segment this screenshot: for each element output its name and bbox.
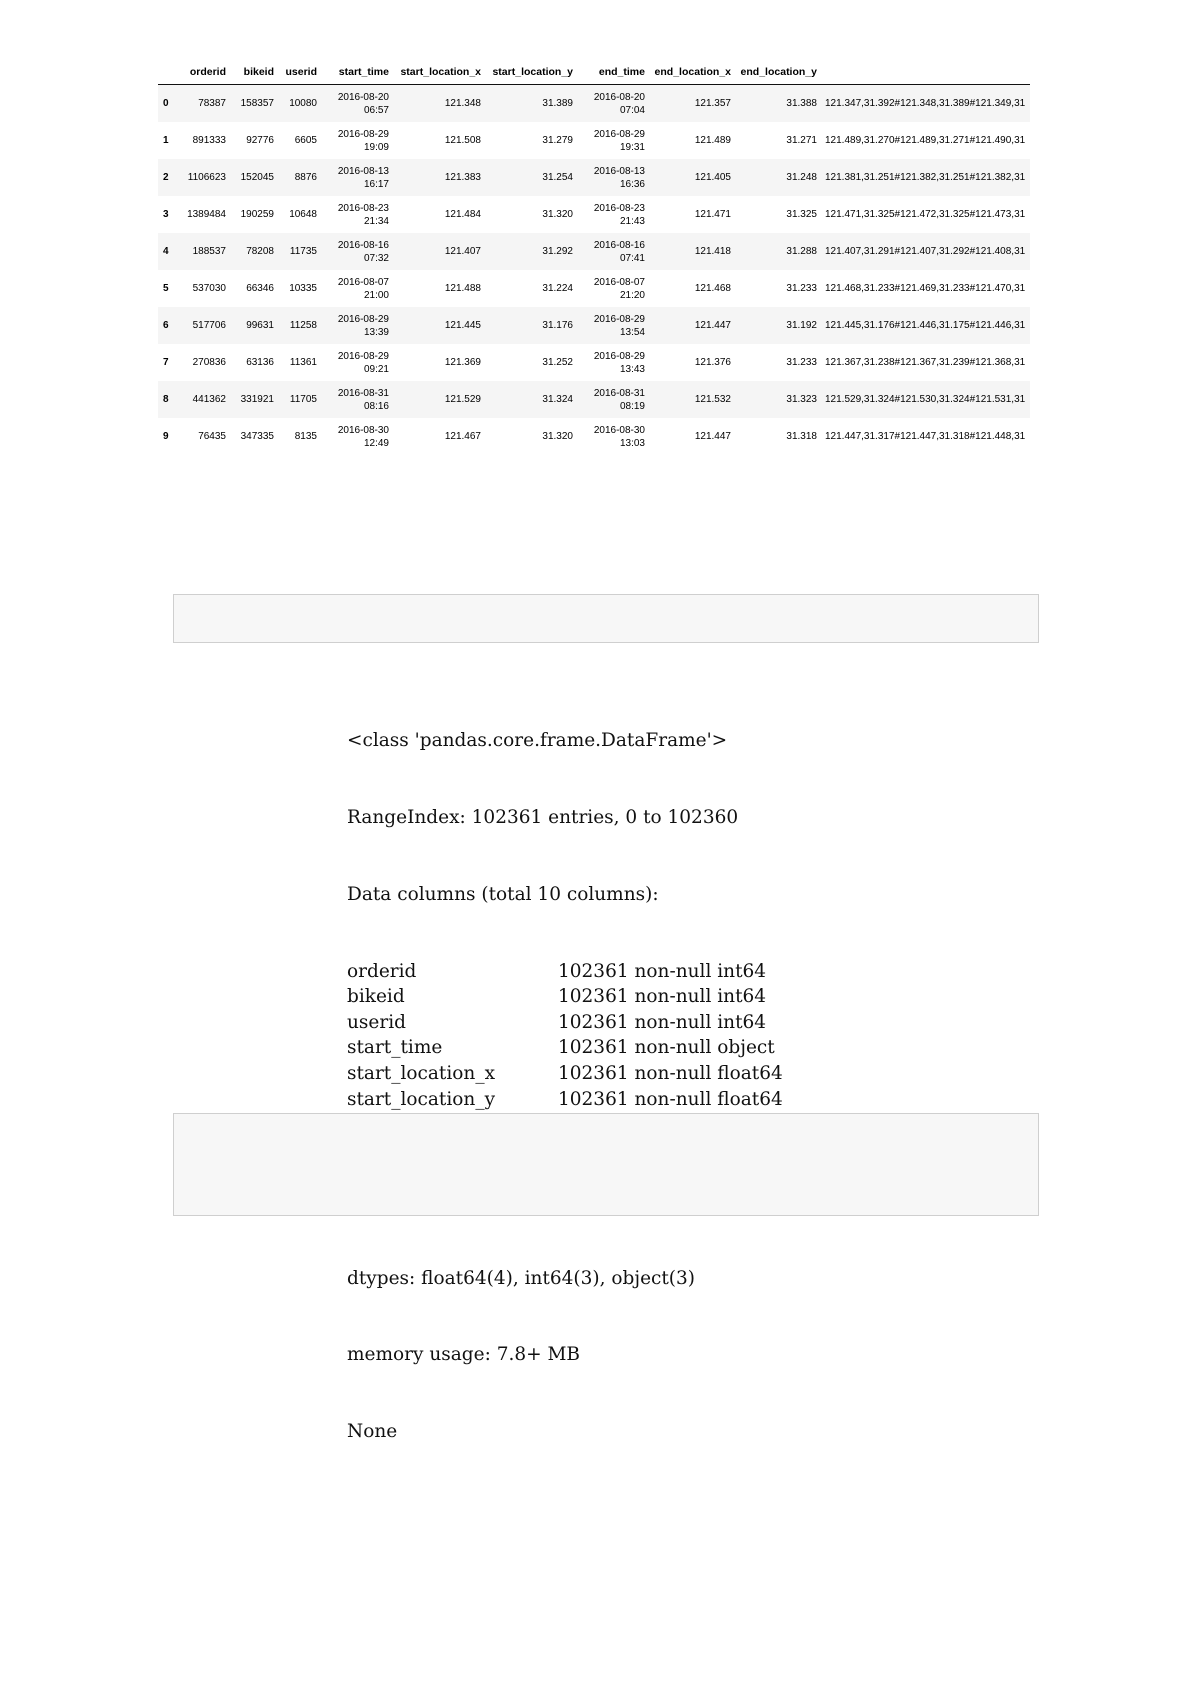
table-cell bbox=[158, 196, 172, 233]
table-cell bbox=[485, 122, 577, 159]
column-header bbox=[821, 60, 1030, 85]
table-cell bbox=[393, 233, 485, 270]
cell-value: 121.471,31.325#121.472,31.325#121.473,31 bbox=[825, 209, 1026, 220]
table-cell bbox=[278, 307, 321, 344]
table-cell bbox=[485, 381, 577, 418]
cell-value: 16:17 bbox=[363, 178, 389, 190]
cell-value: 2016-08-29 bbox=[337, 350, 389, 362]
range-index-line: RangeIndex: 102361 entries, 0 to 102360 bbox=[347, 806, 739, 828]
cell-value: 121.369 bbox=[444, 357, 481, 368]
info-column-desc: 102361 non-null object bbox=[558, 1037, 775, 1059]
table-cell bbox=[321, 122, 393, 159]
table-cell bbox=[649, 122, 735, 159]
cell-value: 31.233 bbox=[786, 283, 817, 294]
table-cell bbox=[321, 270, 393, 307]
column-header: orderid bbox=[172, 60, 230, 85]
info-column-name: start_time bbox=[347, 1037, 443, 1059]
cell-value: 121.467 bbox=[444, 431, 481, 442]
cell-value: 1389484 bbox=[187, 209, 226, 220]
dtypes-line: dtypes: float64(4), int64(3), object(3) bbox=[347, 1267, 696, 1289]
cell-value: 4 bbox=[163, 246, 169, 257]
cell-value: 121.357 bbox=[694, 98, 731, 109]
cell-value: 121.508 bbox=[444, 135, 481, 146]
table-cell bbox=[485, 196, 577, 233]
cell-value: 121.471 bbox=[694, 209, 731, 220]
cell-value: 891333 bbox=[192, 135, 226, 146]
table-cell bbox=[821, 270, 1030, 307]
info-column-row bbox=[347, 984, 783, 1010]
table-cell bbox=[821, 196, 1030, 233]
cell-value: 537030 bbox=[192, 283, 226, 294]
cell-value: 190259 bbox=[240, 209, 274, 220]
cell-value: 1106623 bbox=[187, 172, 226, 183]
table-cell bbox=[649, 85, 735, 123]
cell-value: 331921 bbox=[240, 394, 274, 405]
cell-value: 76435 bbox=[198, 431, 226, 442]
cell-value: 441362 bbox=[192, 394, 226, 405]
memory-line: memory usage: 7.8+ MB bbox=[347, 1344, 581, 1366]
cell-value: 2016-08-13 bbox=[337, 165, 389, 177]
table-cell bbox=[172, 418, 230, 455]
cell-value: 2016-08-29 bbox=[593, 350, 645, 362]
table-cell bbox=[321, 344, 393, 381]
cell-value: 13:43 bbox=[619, 363, 645, 375]
cell-value: 99631 bbox=[246, 320, 274, 331]
table-cell bbox=[172, 344, 230, 381]
cell-value: 78208 bbox=[246, 246, 274, 257]
cell-value: 21:20 bbox=[619, 289, 645, 301]
table-cell bbox=[393, 159, 485, 196]
cell-value: 2016-08-20 bbox=[337, 91, 389, 103]
table-row bbox=[158, 418, 1030, 455]
cell-value: 121.529,31.324#121.530,31.324#121.531,31 bbox=[825, 394, 1026, 405]
cell-value: 31.252 bbox=[542, 357, 573, 368]
table-cell bbox=[321, 233, 393, 270]
table-row bbox=[158, 159, 1030, 196]
column-header: end_location_x bbox=[649, 60, 735, 85]
table-cell bbox=[577, 381, 649, 418]
table-cell bbox=[649, 233, 735, 270]
cell-value: 2016-08-23 bbox=[337, 202, 389, 214]
table-cell bbox=[278, 344, 321, 381]
table-cell bbox=[649, 418, 735, 455]
cell-value: 08:19 bbox=[619, 400, 645, 412]
cell-value: 121.484 bbox=[444, 209, 481, 220]
table-cell bbox=[649, 270, 735, 307]
table-cell bbox=[278, 196, 321, 233]
table-row bbox=[158, 233, 1030, 270]
cell-value: 121.376 bbox=[694, 357, 731, 368]
cell-value: 07:04 bbox=[619, 104, 645, 116]
cell-value: 121.407 bbox=[444, 246, 481, 257]
cell-value: 188537 bbox=[192, 246, 226, 257]
info-column-desc: 102361 non-null float64 bbox=[558, 1088, 783, 1110]
table-cell bbox=[321, 159, 393, 196]
table-cell bbox=[393, 344, 485, 381]
table-cell bbox=[577, 270, 649, 307]
cell-value: 7 bbox=[163, 357, 169, 368]
cell-value: 13:39 bbox=[363, 326, 389, 338]
data-columns-line: Data columns (total 10 columns): bbox=[347, 883, 659, 905]
table-cell bbox=[485, 418, 577, 455]
cell-value: 3 bbox=[163, 209, 169, 220]
cell-value: 07:41 bbox=[619, 252, 645, 264]
cell-value: 121.468 bbox=[694, 283, 731, 294]
table-cell bbox=[821, 159, 1030, 196]
column-header: end_location_y bbox=[735, 60, 821, 85]
column-header: bikeid bbox=[230, 60, 278, 85]
empty-code-cell[interactable] bbox=[173, 1113, 1039, 1216]
table-row bbox=[158, 85, 1030, 123]
table-cell bbox=[230, 122, 278, 159]
table-cell bbox=[278, 233, 321, 270]
info-column-desc: 102361 non-null int64 bbox=[558, 1011, 767, 1033]
table-cell bbox=[821, 233, 1030, 270]
table-cell bbox=[230, 381, 278, 418]
cell-value: 2 bbox=[163, 172, 169, 183]
table-cell bbox=[158, 381, 172, 418]
cell-value: 2016-08-30 bbox=[593, 424, 645, 436]
table-cell bbox=[485, 233, 577, 270]
table-cell bbox=[278, 418, 321, 455]
table-cell bbox=[821, 85, 1030, 123]
cell-value: 121.529 bbox=[444, 394, 481, 405]
table-cell bbox=[158, 418, 172, 455]
cell-value: 16:36 bbox=[619, 178, 645, 190]
cell-value: 9 bbox=[163, 431, 169, 442]
table-cell bbox=[278, 122, 321, 159]
cell-value: 121.489,31.270#121.489,31.271#121.490,31 bbox=[825, 135, 1026, 146]
dataframe-output bbox=[158, 60, 1030, 456]
table-cell bbox=[278, 159, 321, 196]
table-cell bbox=[821, 418, 1030, 455]
table-cell bbox=[158, 233, 172, 270]
cell-value: 13:54 bbox=[619, 326, 645, 338]
cell-value: 31.279 bbox=[542, 135, 573, 146]
table-cell bbox=[735, 85, 821, 123]
table-cell bbox=[577, 122, 649, 159]
table-cell bbox=[172, 233, 230, 270]
cell-value: 8 bbox=[163, 394, 169, 405]
table-cell bbox=[485, 344, 577, 381]
info-column-desc: 102361 non-null int64 bbox=[558, 986, 767, 1008]
column-header: end_time bbox=[577, 60, 649, 85]
table-cell bbox=[649, 159, 735, 196]
cell-value: 19:09 bbox=[363, 141, 389, 153]
table-cell bbox=[821, 381, 1030, 418]
table-cell bbox=[158, 85, 172, 123]
column-header: start_location_y bbox=[485, 60, 577, 85]
table-cell bbox=[577, 344, 649, 381]
cell-value: 06:57 bbox=[363, 104, 389, 116]
cell-value: 31.323 bbox=[786, 394, 817, 405]
cell-value: 11258 bbox=[289, 320, 317, 331]
table-cell bbox=[158, 122, 172, 159]
table-cell bbox=[230, 270, 278, 307]
info-column-name: userid bbox=[347, 1011, 406, 1033]
cell-value: 31.248 bbox=[786, 172, 817, 183]
cell-value: 10335 bbox=[289, 283, 317, 294]
table-cell bbox=[321, 196, 393, 233]
table-cell bbox=[393, 270, 485, 307]
cell-value: 2016-08-13 bbox=[593, 165, 645, 177]
info-column-row bbox=[347, 1010, 783, 1036]
cell-value: 2016-08-16 bbox=[337, 239, 389, 251]
cell-value: 21:00 bbox=[363, 289, 389, 301]
cell-value: 5 bbox=[163, 283, 169, 294]
cell-value: 6605 bbox=[294, 135, 317, 146]
table-cell bbox=[393, 307, 485, 344]
cell-value: 121.447 bbox=[694, 320, 731, 331]
cell-value: 21:43 bbox=[619, 215, 645, 227]
cell-value: 121.445,31.176#121.446,31.175#121.446,31 bbox=[825, 320, 1026, 331]
table-cell bbox=[172, 307, 230, 344]
cell-value: 92776 bbox=[246, 135, 274, 146]
cell-value: 121.347,31.392#121.348,31.389#121.349,31 bbox=[825, 98, 1026, 109]
table-cell bbox=[649, 381, 735, 418]
table-cell bbox=[230, 418, 278, 455]
table-cell bbox=[172, 122, 230, 159]
table-cell bbox=[321, 418, 393, 455]
table-cell bbox=[577, 159, 649, 196]
info-column-name: orderid bbox=[347, 960, 417, 982]
table-cell bbox=[821, 344, 1030, 381]
table-cell bbox=[393, 381, 485, 418]
table-cell bbox=[321, 85, 393, 123]
table-cell bbox=[735, 381, 821, 418]
cell-value: 31.318 bbox=[786, 431, 817, 442]
return-value-line: None bbox=[347, 1421, 398, 1443]
cell-value: 270836 bbox=[192, 357, 226, 368]
table-cell bbox=[172, 196, 230, 233]
table-row bbox=[158, 381, 1030, 418]
table-cell bbox=[158, 270, 172, 307]
table-cell bbox=[321, 307, 393, 344]
table-cell bbox=[485, 85, 577, 123]
cell-value: 31.192 bbox=[786, 320, 817, 331]
table-cell bbox=[278, 270, 321, 307]
table-cell bbox=[735, 196, 821, 233]
table-cell bbox=[172, 381, 230, 418]
cell-value: 2016-08-07 bbox=[337, 276, 389, 288]
cell-value: 19:31 bbox=[619, 141, 645, 153]
info-column-desc: 102361 non-null float64 bbox=[558, 1062, 783, 1084]
cell-value: 2016-08-31 bbox=[337, 387, 389, 399]
cell-value: 121.447 bbox=[694, 431, 731, 442]
cell-value: 121.447,31.317#121.447,31.318#121.448,31 bbox=[825, 431, 1026, 442]
cell-value: 2016-08-29 bbox=[337, 313, 389, 325]
cell-value: 11705 bbox=[289, 394, 317, 405]
table-cell bbox=[577, 196, 649, 233]
cell-value: 31.388 bbox=[786, 98, 817, 109]
cell-value: 2016-08-31 bbox=[593, 387, 645, 399]
column-header: start_location_x bbox=[393, 60, 485, 85]
table-row bbox=[158, 344, 1030, 381]
table-cell bbox=[821, 307, 1030, 344]
table-cell bbox=[735, 159, 821, 196]
table-row bbox=[158, 122, 1030, 159]
cell-value: 121.405 bbox=[694, 172, 731, 183]
cell-value: 31.176 bbox=[542, 320, 573, 331]
column-header: userid bbox=[278, 60, 321, 85]
cell-value: 63136 bbox=[246, 357, 274, 368]
table-row bbox=[158, 270, 1030, 307]
table-cell bbox=[821, 122, 1030, 159]
info-column-row bbox=[347, 1035, 783, 1061]
cell-value: 2016-08-30 bbox=[337, 424, 389, 436]
table-cell bbox=[321, 381, 393, 418]
table-cell bbox=[393, 85, 485, 123]
cell-value: 31.389 bbox=[542, 98, 573, 109]
info-column-row bbox=[347, 1087, 783, 1113]
cell-value: 1 bbox=[163, 135, 169, 146]
cell-value: 31.271 bbox=[786, 135, 817, 146]
cell-value: 31.320 bbox=[542, 209, 573, 220]
cell-value: 2016-08-29 bbox=[593, 313, 645, 325]
info-column-row bbox=[347, 959, 783, 985]
info-output bbox=[347, 677, 783, 1470]
cell-value: 10080 bbox=[289, 98, 317, 109]
cell-value: 158357 bbox=[240, 98, 274, 109]
cell-value: 2016-08-07 bbox=[593, 276, 645, 288]
table-cell bbox=[393, 122, 485, 159]
table-cell bbox=[393, 418, 485, 455]
table-cell bbox=[735, 122, 821, 159]
table-cell bbox=[230, 159, 278, 196]
cell-value: 2016-08-20 bbox=[593, 91, 645, 103]
cell-value: 121.468,31.233#121.469,31.233#121.470,31 bbox=[825, 283, 1026, 294]
empty-code-cell[interactable] bbox=[173, 594, 1039, 643]
table-row bbox=[158, 307, 1030, 344]
cell-value: 347335 bbox=[240, 431, 274, 442]
cell-value: 121.489 bbox=[694, 135, 731, 146]
table-row bbox=[158, 196, 1030, 233]
table-cell bbox=[158, 344, 172, 381]
cell-value: 31.288 bbox=[786, 246, 817, 257]
cell-value: 8135 bbox=[294, 431, 317, 442]
table-cell bbox=[393, 196, 485, 233]
cell-value: 31.325 bbox=[786, 209, 817, 220]
cell-value: 09:21 bbox=[363, 363, 389, 375]
table-cell bbox=[649, 307, 735, 344]
cell-value: 78387 bbox=[198, 98, 226, 109]
table-cell bbox=[485, 270, 577, 307]
cell-value: 31.254 bbox=[542, 172, 573, 183]
table-cell bbox=[485, 307, 577, 344]
cell-value: 13:03 bbox=[619, 437, 645, 449]
table-cell bbox=[649, 196, 735, 233]
cell-value: 121.418 bbox=[694, 246, 731, 257]
table-cell bbox=[172, 159, 230, 196]
table-cell bbox=[278, 381, 321, 418]
cell-value: 517706 bbox=[192, 320, 226, 331]
cell-value: 2016-08-29 bbox=[593, 128, 645, 140]
cell-value: 121.367,31.238#121.367,31.239#121.368,31 bbox=[825, 357, 1026, 368]
table-cell bbox=[577, 307, 649, 344]
class-line: <class 'pandas.core.frame.DataFrame'> bbox=[347, 730, 728, 752]
cell-value: 121.407,31.291#121.407,31.292#121.408,31 bbox=[825, 246, 1026, 257]
table-cell bbox=[735, 233, 821, 270]
info-column-name: start_location_y bbox=[347, 1088, 496, 1110]
cell-value: 8876 bbox=[294, 172, 317, 183]
cell-value: 31.324 bbox=[542, 394, 573, 405]
table-cell bbox=[278, 85, 321, 123]
table-cell bbox=[735, 307, 821, 344]
table-cell bbox=[735, 270, 821, 307]
table-cell bbox=[735, 344, 821, 381]
cell-value: 2016-08-23 bbox=[593, 202, 645, 214]
table-cell bbox=[577, 418, 649, 455]
cell-value: 11735 bbox=[289, 246, 317, 257]
cell-value: 12:49 bbox=[363, 437, 389, 449]
info-column-name: start_location_x bbox=[347, 1062, 496, 1084]
table-cell bbox=[230, 233, 278, 270]
table-cell bbox=[485, 159, 577, 196]
cell-value: 121.383 bbox=[444, 172, 481, 183]
table-cell bbox=[577, 233, 649, 270]
cell-value: 08:16 bbox=[363, 400, 389, 412]
dataframe-table bbox=[158, 60, 1030, 455]
table-cell bbox=[735, 418, 821, 455]
cell-value: 11361 bbox=[289, 357, 317, 368]
table-header-row bbox=[158, 60, 1030, 85]
cell-value: 121.348 bbox=[444, 98, 481, 109]
table-cell bbox=[230, 344, 278, 381]
column-header: start_time bbox=[321, 60, 393, 85]
cell-value: 66346 bbox=[246, 283, 274, 294]
info-column-row bbox=[347, 1061, 783, 1087]
cell-value: 21:34 bbox=[363, 215, 389, 227]
table-cell bbox=[172, 270, 230, 307]
cell-value: 121.532 bbox=[694, 394, 731, 405]
table-cell bbox=[158, 159, 172, 196]
cell-value: 2016-08-29 bbox=[337, 128, 389, 140]
table-cell bbox=[230, 196, 278, 233]
cell-value: 121.445 bbox=[444, 320, 481, 331]
cell-value: 07:32 bbox=[363, 252, 389, 264]
cell-value: 31.292 bbox=[542, 246, 573, 257]
table-cell bbox=[577, 85, 649, 123]
table-cell bbox=[230, 85, 278, 123]
info-column-name: bikeid bbox=[347, 986, 405, 1008]
table-cell bbox=[649, 344, 735, 381]
cell-value: 31.233 bbox=[786, 357, 817, 368]
table-cell bbox=[172, 85, 230, 123]
cell-value: 0 bbox=[163, 98, 169, 109]
cell-value: 31.320 bbox=[542, 431, 573, 442]
cell-value: 121.381,31.251#121.382,31.251#121.382,31 bbox=[825, 172, 1026, 183]
cell-value: 152045 bbox=[240, 172, 274, 183]
table-cell bbox=[158, 307, 172, 344]
cell-value: 31.224 bbox=[542, 283, 573, 294]
cell-value: 10648 bbox=[289, 209, 317, 220]
column-header bbox=[158, 60, 172, 85]
info-column-desc: 102361 non-null int64 bbox=[558, 960, 767, 982]
cell-value: 6 bbox=[163, 320, 169, 331]
cell-value: 121.488 bbox=[444, 283, 481, 294]
table-cell bbox=[230, 307, 278, 344]
cell-value: 2016-08-16 bbox=[593, 239, 645, 251]
